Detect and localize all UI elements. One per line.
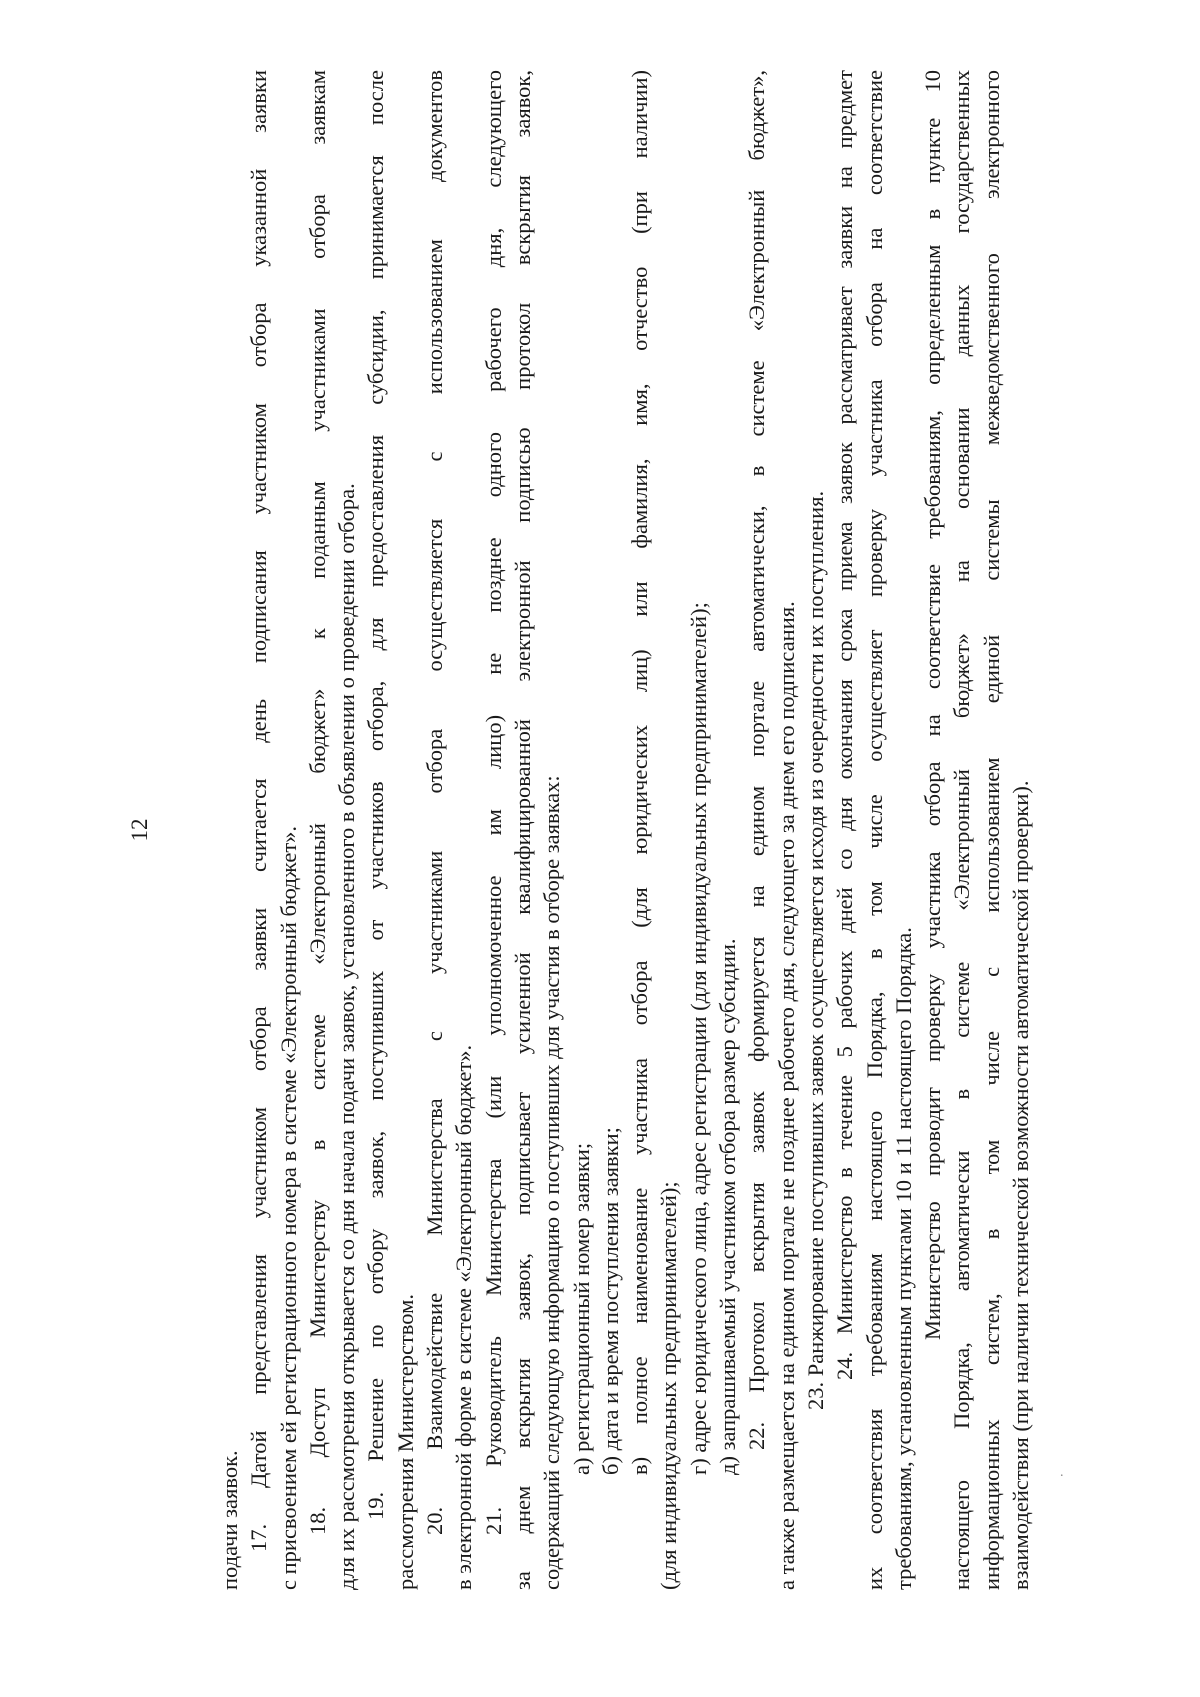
text-line: а также размещается на едином портале не позднее рабочего дня, следующего за днем его подписания. [773,601,799,1590]
text-line: их соответствия требованиям настоящего Порядка, в том числе осуществляет проверку участника отбора на соответствие [861,70,887,1590]
scan-speck: . [1060,1465,1064,1480]
text-line: 24. Министерство в течение 5 рабочих дней со дня окончания срока приема заявок рассматривает заявки на предмет [832,70,858,1380]
text-line: (для индивидуальных предпринимателей); [656,1181,682,1590]
text-line: с присвоением ей регистрационного номера в системе «Электронный бюджет». [275,825,301,1590]
text-line: 18. Доступ Министерству в системе «Электронный бюджет» к поданным участниками отбора заявкам [304,70,330,1535]
text-line: информационных систем, в том числе с использованием единой системы межведомственного электронного [978,70,1004,1590]
text-line: б) дата и время поступления заявки; [597,1127,623,1475]
text-line: 19. Решение по отбору заявок, поступивших от участников отбора, для предоставления субсидии, принимается после [363,70,389,1520]
rotated-text-block [115,70,1034,1590]
text-line: 23. Ранжирование поступивших заявок осуществляется исходя из очередности их поступления. [802,490,828,1410]
text-line: содержащий следующую информацию о поступивших для участия в отборе заявках: [539,775,565,1590]
text-line: взаимодействия (при наличии технической возможности автоматической проверки). [1008,780,1034,1590]
text-line: в) полное наименование участника отбора (для юридических лиц) или фамилия, имя, отчество (при наличии) [627,70,653,1475]
text-line: 21. Руководитель Министерства (или уполномоченное им лицо) не позднее одного рабочего дня, следующего [480,70,506,1535]
text-line: а) регистрационный номер заявки; [568,1142,594,1475]
text-line: за днем вскрытия заявок, подписывает усиленной квалифицированной электронной подписью протокол вскрытия заявок, [509,70,535,1590]
text-line: в электронной форме в системе «Электронный бюджет». [451,1044,477,1590]
text-line: рассмотрения Министерством. [392,1294,418,1590]
text-line: требованиям, установленным пунктами 10 и 11 настоящего Порядка. [890,927,916,1590]
page-number: 12 [127,818,152,842]
text-line: д) запрашиваемый участником отбора размер субсидии. [715,938,741,1475]
text-line: подачи заявок. [217,1450,242,1590]
body-text [215,70,1035,1590]
text-line: г) адрес юридического лица, адрес регистрации (для индивидуальных предпринимателей); [685,602,711,1475]
text-line: 20. Взаимодействие Министерства с участниками отбора осуществляется с использованием документов [422,70,448,1535]
text-line: 22. Протокол вскрытия заявок формируется на едином портале автоматически, в системе «Электронный бюджет», [744,70,770,1450]
text-line: Министерство проводит проверку участника отбора на соответствие требованиям, определенным в пункте 10 [920,70,946,1340]
text-line: 17. Датой представления участником отбора заявки считается день подписания участником отбора указанной заявки [246,70,272,1552]
text-line: для их рассмотрения открывается со дня начала подачи заявок, установленного в объявлении о проведении отбора. [334,483,360,1590]
text-line: настоящего Порядка, автоматически в системе «Электронный бюджет» на основании данных государственных [949,70,975,1590]
